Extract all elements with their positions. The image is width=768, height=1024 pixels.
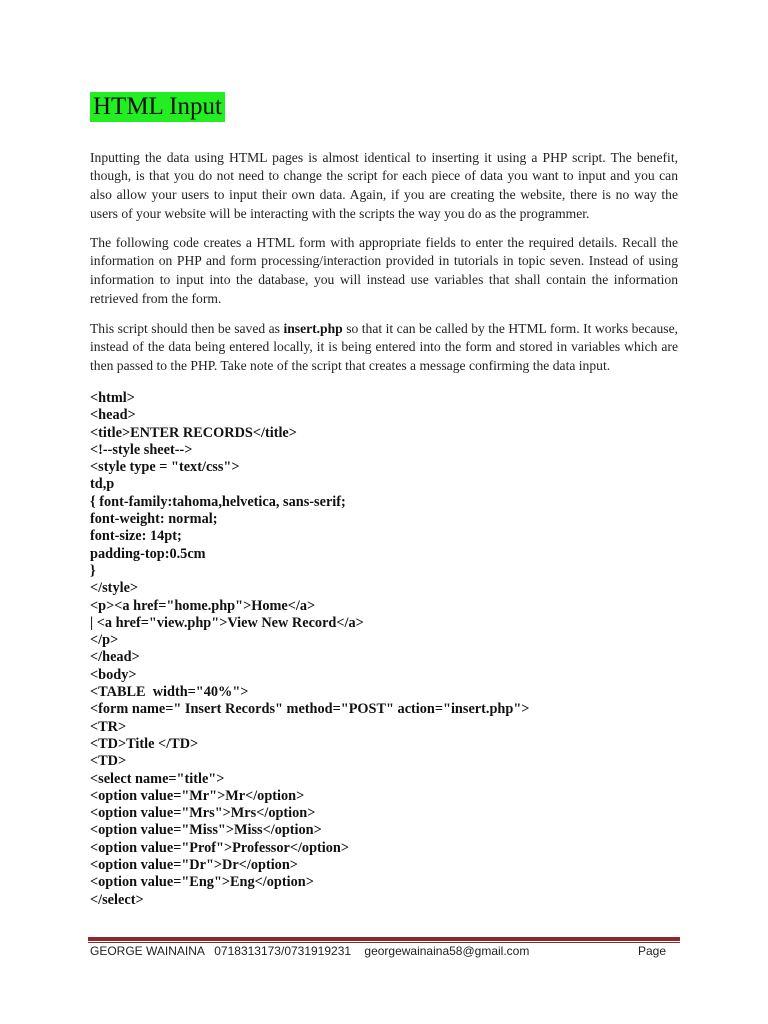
code-line: <TD>Title </TD> (90, 735, 199, 752)
paragraph-insert-script (90, 320, 678, 376)
code-line: </p> (90, 632, 119, 649)
footer-rule (88, 937, 680, 941)
p3-filename: insert.php (283, 320, 343, 336)
code-line: padding-top:0.5cm (90, 545, 206, 562)
code-line: <!--style sheet--> (90, 441, 193, 458)
code-line: <select name="title"> (90, 770, 225, 787)
code-line: <option value="Mrs">Mrs</option> (90, 805, 316, 822)
code-line: <option value="Mr">Mr</option> (90, 787, 305, 804)
code-line: <TABLE width="40%"> (90, 684, 249, 701)
code-line: <option value="Miss">Miss</option> (90, 822, 322, 839)
code-line: <body> (90, 666, 137, 683)
code-line: <TD> (90, 753, 127, 770)
footer-author-contact: GEORGE WAINAINA 0718313173/0731919231 georgewainaina58@gmail.com (90, 944, 530, 958)
code-listing (90, 390, 690, 909)
footer-rule-thin (88, 942, 680, 943)
code-line: </style> (90, 580, 139, 597)
code-line: font-size: 14pt; (90, 528, 182, 545)
code-line: <html> (90, 390, 135, 406)
code-line: { font-family:tahoma,helvetica, sans-serif; (90, 493, 346, 510)
code-line: <style type = "text/css"> (90, 459, 240, 476)
code-line: </head> (90, 649, 140, 666)
code-line: <option value="Prof">Professor</option> (90, 839, 350, 856)
code-line: | <a href="view.php">View New Record</a> (90, 614, 364, 631)
paragraph-form-description: The following code creates a HTML form with appropriate fields to enter the required details. Recall the information on PHP and form processing/interaction provided in tutorials in topic seven. Instead of using information to input into the database, you will instead use variables that shall contain the information retrieved from the form. (90, 234, 678, 306)
p3-text-before: This script should then be saved as (90, 320, 284, 336)
code-line: <option value="Dr">Dr</option> (90, 857, 298, 874)
paragraph-intro: Inputting the data using HTML pages is almost identical to inserting it using a PHP script. The benefit, though, is that you do not need to change the script for each piece of data you want to input and you can also allow your users to input their own data. Again, if you are creating the website, there is no way the users of your website will be interacting with the scripts the way you do as the programmer. (90, 149, 678, 221)
p3-text-after: so that it can be called by the HTML form. It works because, instead of the data being entered locally, it is being entered into the form and stored in variables which are then passed to the PHP. Take note of the script that creates a message confirming the data input. (90, 320, 679, 373)
code-line: td,p (90, 476, 115, 493)
code-line: <p><a href="home.php">Home</a> (90, 597, 316, 614)
code-line: <option value="Eng">Eng</option> (90, 874, 314, 891)
code-line: <form name=" Insert Records" method="POST" action="insert.php"> (90, 701, 530, 718)
code-line: <TR> (90, 718, 127, 735)
page-title: HTML Input (90, 92, 225, 122)
footer-page-label: Page (637, 944, 666, 958)
code-line: } (90, 562, 96, 579)
page-footer (90, 944, 680, 962)
code-line: <head> (90, 407, 136, 424)
code-line: </select> (90, 891, 144, 908)
code-line: <title>ENTER RECORDS</title> (90, 424, 297, 441)
code-line: font-weight: normal; (90, 511, 218, 528)
